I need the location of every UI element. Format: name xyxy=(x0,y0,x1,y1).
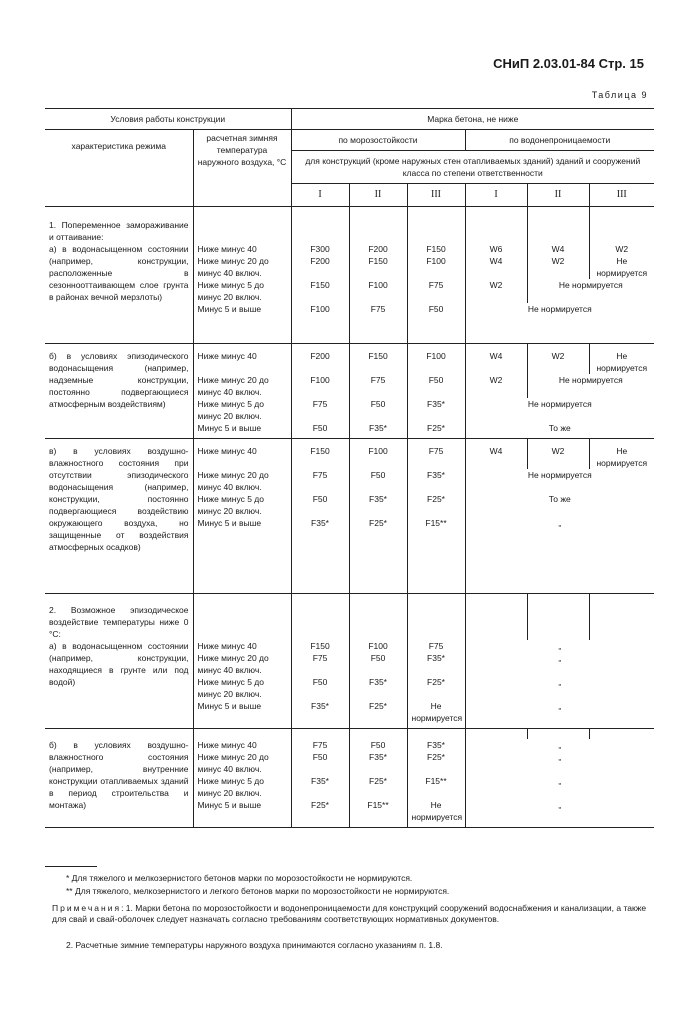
water-cell: „ xyxy=(465,739,654,751)
frost-cell: F25* xyxy=(291,799,349,828)
frost-cell: F200 xyxy=(349,243,407,255)
water-cell: Не нормируется xyxy=(589,350,654,374)
frost-cell: F35* xyxy=(291,775,349,799)
section-title: 1. Попеременное замораживание и оттаивание: xyxy=(49,219,189,242)
water-cell: „ xyxy=(465,517,654,594)
frost-cell: F35* xyxy=(349,422,407,439)
table-row xyxy=(45,640,654,652)
mode-description: а) в водонасыщенном состоянии (например, конструкции, находящиеся в грунте или под водой) xyxy=(49,640,189,687)
page-header xyxy=(493,56,644,71)
doc-code: СНиП 2.03.01-84 xyxy=(493,56,595,71)
frost-cell: F25* xyxy=(349,517,407,594)
water-cell: W2 xyxy=(527,255,589,279)
frost-cell: F25* xyxy=(407,422,465,439)
water-cell: Не нормируется xyxy=(465,469,654,493)
frost-cell: F15** xyxy=(407,517,465,594)
mode-header: характеристика режима xyxy=(71,141,166,151)
water-cell: „ xyxy=(465,775,654,799)
frost-cell: F100 xyxy=(349,445,407,469)
water-cell: „ xyxy=(465,700,654,729)
water-header: по водонепроницаемости xyxy=(465,130,654,151)
frost-cell: F150 xyxy=(349,255,407,279)
water-cell: Не нормируется xyxy=(589,445,654,469)
conditions-header: Условия работы конструкции xyxy=(45,109,291,130)
frost-cell: F35* xyxy=(349,676,407,700)
water-cell: „ xyxy=(465,640,654,652)
water-cell: W4 xyxy=(527,243,589,255)
frost-cell: F35* xyxy=(407,652,465,676)
section-title: 2. Возможное эпизодическое воздействие температуры ниже 0 °С: xyxy=(49,604,189,639)
frost-cell: F50 xyxy=(349,469,407,493)
frost-cell: F50 xyxy=(291,751,349,775)
frost-cell: F35* xyxy=(291,517,349,594)
frost-cell: F35* xyxy=(349,751,407,775)
temp-cell: Минус 5 и выше xyxy=(193,517,291,594)
water-cell: Не нормируется xyxy=(465,303,654,344)
footnote-divider xyxy=(45,866,97,867)
temp-cell: Ниже минус 20 до минус 40 включ. xyxy=(193,652,291,676)
frost-cell: F50 xyxy=(407,374,465,398)
table-caption: Таблица 9 xyxy=(591,90,648,100)
notes-block xyxy=(52,903,654,925)
frost-cell: F25* xyxy=(407,493,465,517)
frost-cell: F35* xyxy=(349,493,407,517)
frost-cell: F100 xyxy=(349,640,407,652)
frost-cell: F75 xyxy=(407,445,465,469)
water-cell: То же xyxy=(465,493,654,517)
footnote-1: * Для тяжелого и мелкозернистого бетонов марки по морозостойкости не нормируются. xyxy=(66,873,413,883)
frost-header: по морозостойкости xyxy=(291,130,465,151)
frost-cell: F75 xyxy=(291,739,349,751)
frost-cell: F35* xyxy=(407,398,465,422)
temp-cell: Ниже минус 5 до минус 20 включ. xyxy=(193,493,291,517)
water-cell: W4 xyxy=(465,350,527,374)
frost-cell: F150 xyxy=(291,445,349,469)
frost-cell: F150 xyxy=(349,350,407,374)
class-header: III xyxy=(589,184,654,207)
water-cell: W6 xyxy=(465,243,527,255)
frost-cell: F35* xyxy=(291,700,349,729)
frost-cell: F25* xyxy=(349,775,407,799)
temp-cell: Ниже минус 20 до минус 40 включ. xyxy=(193,374,291,398)
notes-label: Примечания xyxy=(52,903,122,913)
frost-cell: F75 xyxy=(291,398,349,422)
temp-cell: Минус 5 и выше xyxy=(193,303,291,344)
water-cell: W2 xyxy=(527,350,589,374)
frost-cell: F200 xyxy=(291,350,349,374)
frost-cell: F50 xyxy=(291,676,349,700)
frost-cell: F300 xyxy=(291,243,349,255)
water-cell: „ xyxy=(465,652,654,676)
temp-cell: Ниже минус 5 до минус 20 включ. xyxy=(193,279,291,303)
section-title-row xyxy=(45,206,654,243)
temp-cell: Минус 5 и выше xyxy=(193,700,291,729)
table-body xyxy=(45,206,654,827)
water-cell: W2 xyxy=(465,374,527,398)
frost-cell: F25* xyxy=(349,700,407,729)
page-number: Стр. 15 xyxy=(598,56,644,71)
mode-description: а) в водонасыщенном состоянии (например, конструкции, расположенные в сезоннооттаивающем слое грунта в районах вечной мерзлоты) xyxy=(49,243,189,302)
frost-cell: F150 xyxy=(407,243,465,255)
frost-cell: F25* xyxy=(407,751,465,775)
frost-cell: F75 xyxy=(407,640,465,652)
water-cell: W2 xyxy=(527,445,589,469)
temp-cell: Ниже минус 5 до минус 20 включ. xyxy=(193,775,291,799)
table-row xyxy=(45,350,654,374)
table-head xyxy=(45,109,654,207)
frost-cell: F50 xyxy=(407,303,465,344)
temp-header: расчетная зимняя температура наружного воздуха, °С xyxy=(193,130,291,184)
water-cell: То же xyxy=(465,422,654,439)
temp-cell: Ниже минус 40 xyxy=(193,243,291,255)
temp-cell: Ниже минус 20 до минус 40 включ. xyxy=(193,751,291,775)
frost-cell: F35* xyxy=(407,739,465,751)
structures-header: для конструкций (кроме наружных стен отапливаемых зданий) зданий и сооружений класса по степени ответственности xyxy=(291,151,654,184)
water-cell: Не нормируется xyxy=(527,279,654,303)
frost-cell: F150 xyxy=(291,279,349,303)
frost-cell: F50 xyxy=(291,493,349,517)
frost-cell: Не нормируется xyxy=(407,700,465,729)
frost-cell: F50 xyxy=(349,739,407,751)
water-cell: „ xyxy=(465,676,654,700)
frost-cell: F15** xyxy=(407,775,465,799)
water-cell: W4 xyxy=(465,255,527,279)
class-header: II xyxy=(349,184,407,207)
concrete-grade-table xyxy=(45,108,654,828)
mode-description: б) в условиях воздушно-влажностного состояния (например, внутренние конструкции отапливаемых зданий в период строительства и монтажа) xyxy=(45,739,193,828)
frost-cell: F35* xyxy=(407,469,465,493)
class-header: III xyxy=(407,184,465,207)
table-row xyxy=(45,243,654,255)
frost-cell: F50 xyxy=(349,652,407,676)
frost-cell: F100 xyxy=(349,279,407,303)
temp-cell: Ниже минус 40 xyxy=(193,739,291,751)
frost-cell: F100 xyxy=(407,255,465,279)
table-row xyxy=(45,445,654,469)
frost-cell: Не нормируется xyxy=(407,799,465,828)
class-header: II xyxy=(527,184,589,207)
note-1: : 1. Марки бетона по морозостойкости и водонепроницаемости для конструкций сооружений водоснабжения и канализации, а также для свай и свай-оболочек следует назначать согласно требованиям соответствующих нормативных документов. xyxy=(52,903,647,924)
temp-cell: Минус 5 и выше xyxy=(193,422,291,439)
frost-cell: F100 xyxy=(291,303,349,344)
frost-cell: F25* xyxy=(407,676,465,700)
temp-cell: Ниже минус 5 до минус 20 включ. xyxy=(193,398,291,422)
mode-description: б) в условиях эпизодического водонасыщения (например, надземные конструкции, постоянно подвергающиеся атмосферным воздействиям) xyxy=(49,350,189,409)
class-header: I xyxy=(465,184,527,207)
water-cell: Не нормируется xyxy=(589,255,654,279)
frost-cell: F15** xyxy=(349,799,407,828)
temp-cell: Ниже минус 40 xyxy=(193,350,291,374)
temp-cell: Ниже минус 20 до минус 40 включ. xyxy=(193,469,291,493)
water-cell: Не нормируется xyxy=(527,374,654,398)
water-cell: W2 xyxy=(589,243,654,255)
frost-cell: F75 xyxy=(407,279,465,303)
frost-cell: F75 xyxy=(349,303,407,344)
frost-cell: F75 xyxy=(291,652,349,676)
mode-description: в) в условиях воздушно-влажностного состояния при отсутствии эпизодического водонасыщения (например, конструкции, постоянно подвергающиеся воздействию окружающего воздуха, но защищенные от воздействия атмосферных осадков) xyxy=(49,445,189,552)
temp-cell: Ниже минус 20 до минус 40 включ. xyxy=(193,255,291,279)
section-title-row xyxy=(45,604,654,640)
frost-cell: F200 xyxy=(291,255,349,279)
water-cell: „ xyxy=(465,799,654,828)
temp-cell: Ниже минус 40 xyxy=(193,640,291,652)
frost-cell: F75 xyxy=(291,469,349,493)
water-cell: W2 xyxy=(465,279,527,303)
frost-cell: F150 xyxy=(291,640,349,652)
table-row xyxy=(45,739,654,751)
footnote-2: ** Для тяжелого, мелкозернистого и легкого бетонов марки по морозостойкости не нормируются. xyxy=(66,886,450,896)
water-cell: W4 xyxy=(465,445,527,469)
temp-cell: Ниже минус 5 до минус 20 включ. xyxy=(193,676,291,700)
frost-cell: F100 xyxy=(407,350,465,374)
frost-cell: F50 xyxy=(349,398,407,422)
water-cell: „ xyxy=(465,751,654,775)
temp-cell: Ниже минус 40 xyxy=(193,445,291,469)
grade-header: Марка бетона, не ниже xyxy=(291,109,654,130)
temp-cell: Минус 5 и выше xyxy=(193,799,291,828)
frost-cell: F100 xyxy=(291,374,349,398)
frost-cell: F50 xyxy=(291,422,349,439)
water-cell: Не нормируется xyxy=(465,398,654,422)
note-2: 2. Расчетные зимние температуры наружного воздуха принимаются согласно указаниям п. 1.8. xyxy=(66,940,443,950)
class-header: I xyxy=(291,184,349,207)
frost-cell: F75 xyxy=(349,374,407,398)
